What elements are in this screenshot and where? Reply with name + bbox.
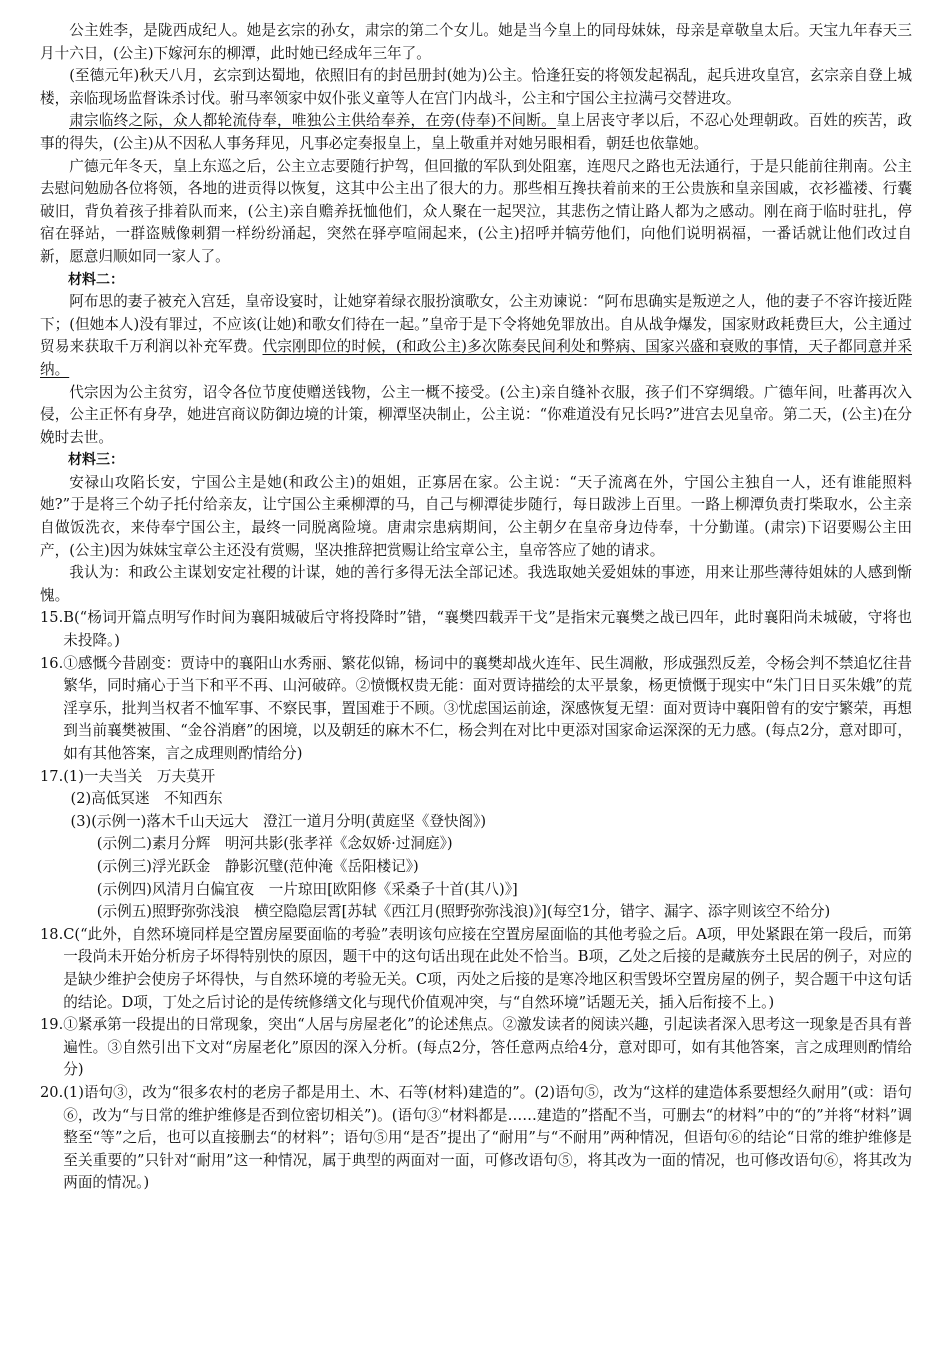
answer-20 (40, 1082, 912, 1195)
answer-text: ①感慨今昔剧变：贾诗中的襄阳山水秀丽、繁花似锦，杨词中的襄樊却战火连年、民生凋敝，形成强烈反差，令杨会判不禁追忆往昔繁华，同时痛心于当下和平不再、山河破碎。②愤慨权贵无能：面对贾诗描绘的太平景象，杨更愤慨于现实中“朱门日日买朱娥”的荒淫享乐，批判当权者不恤军事、不察民事，置国难于不顾。③忧虑国运前途，深感恢复无望：面对贾诗中襄阳曾有的安宁繁荣，再想到当前襄樊被围、“金谷消磨”的困境，以及朝廷的麻木不仁，杨会判在对比中更添对国家命运深深的无力感。(每点2分，意对即可，如有其他答案，言之成理则酌情给分) (63, 654, 912, 762)
question-number: 15. (40, 609, 64, 627)
material2-paragraph-2: 代宗因为公主贫穷，诏令各位节度使赠送钱物，公主一概不接受。(公主)亲自缝补衣服，孩子们不穿绸缎。广德年间，吐蕃再次入侵，公主正怀有身孕，她进宫商议防御边境的计策，柳潭坚决制止，公主说：“你难道没有兄长吗?”进宫去见皇帝。第二天，(公主)在分娩时去世。 (40, 383, 912, 446)
answer-text: B(“杨词开篇点明写作时间为襄阳城破后守将投降时”错，“襄樊四载弄干戈”是指宋元襄樊之战已四年，此时襄阳尚未城破，守将也未投降。) (63, 609, 912, 650)
answer-19 (40, 1014, 912, 1082)
material3-paragraph-1: 安禄山攻陷长安，宁国公主是她(和政公主)的姐姐，正寡居在家。公主说：“天子流离在外，宁国公主独自一人，还有谁能照料她?”于是将三个幼子托付给亲友，让宁国公主乘柳潭的马，自己与柳潭徒步随行，每日跋涉上百里。一路上柳潭负责打柴取水，公主亲自做饭洗衣，来侍奉宁国公主，最终一同脱离险境。唐肃宗患病期间，公主朝夕在皇帝身边侍奉，十分勤谨。(肃宗)下诏要赐公主田产，(公主)因为妹妹宝章公主还没有赏赐，坚决推辞把赏赐让给宝章公主，皇帝答应了她的请求。 (40, 473, 912, 559)
answer-line: (示例四)风清月白偏宜夜 一片琼田[欧阳修《采桑子十首(其八)》] (96, 880, 518, 898)
material1-paragraph-3 (40, 110, 912, 155)
answer-16 (40, 653, 912, 766)
material2-paragraph-1 (40, 291, 912, 381)
answer-key-page (40, 20, 912, 1350)
paragraph-text: 阿布思的妻子被充入宫廷，皇帝设宴时，让她穿着绿衣服扮演歌女，公主劝谏说：“阿布思确实是叛逆之人，他的妻子不容许接近陛下；(但她本人)没有罪过，不应该(让她)和歌女们待在一起。”皇帝于是下令将她免罪放出。自从战争爆发，国家财政耗费巨大，公主通过贸易来获取千万利润以补充军费。 (40, 293, 912, 356)
underlined-sentence: 肃宗临终之际，众人都轮流侍奉，唯独公主供给奉养，在旁(侍奉)不间断。 (69, 112, 557, 130)
material1-paragraph-4: 广德元年冬天，皇上东巡之后，公主立志要随行护驾，但回撤的军队到处阻塞，连咫尺之路也无法通行，于是只能前往荆南。公主去慰问勉励各位将领，各地的进贡得以恢复，这其中公主出了很大的力。那些相互搀扶着前来的王公贵族和皇亲国戚，衣衫褴褛、行囊破旧，背负着孩子排着队而来，(公主)亲自赡养抚恤他们，众人聚在一起哭泣，其悲伤之情让路人都为之感动。刚在商于临时驻扎，停宿在驿站，一群盗贼像刺猬一样纷纷涌起，突然在驿亭喧闹起来，(公主)招呼并犒劳他们，向他们说明祸福，一番话就让他们改过自新，愿意归顺如同一家人了。 (40, 157, 912, 265)
material1-paragraph-1: 公主姓李，是陇西成纪人。她是玄宗的孙女，肃宗的第二个女儿。她是当今皇上的同母妹妹，母亲是章敬皇太后。天宝九年春天三月十六日，(公主)下嫁河东的柳潭，此时她已经成年三年了。 (40, 22, 912, 62)
question-number: 19. (40, 1016, 64, 1034)
answer-line: (2)高低冥迷 不知西东 (70, 790, 223, 808)
answer-15 (40, 607, 912, 652)
material3-heading: 材料三： (68, 452, 124, 469)
underlined-sentence: 代宗刚即位的时候，(和政公主)多次陈奏民间利处和弊病、国家兴盛和衰败的事情，天子都同意并采纳。 (40, 338, 912, 378)
question-number: 16. (40, 654, 64, 672)
answer-line: (示例五)照野弥弥浅浪 横空隐隐层霄[苏轼《西江月(照野弥弥浅浪)》](每空1分，错字、漏字、添字则该空不给分) (96, 903, 831, 921)
answer-lines (63, 766, 912, 924)
answer-text: C(“此外，自然环境同样是空置房屋要面临的考验”表明该句应接在空置房屋面临的其他考验之后。A项，甲处紧跟在第一段后，而第一段尚未开始分析房子坏得特别快的原因，题干中的这句话出现在此处不恰当。B项，乙处之后接的是藏族夯土民居的例子，对应的是缺少维护会使房子坏得快，与自然环境的考验无关。C项，丙处之后接的是寒冷地区积雪毁坏空置房屋的例子，契合题干中这句话的结论。D项，丁处之后讨论的是传统修缮文化与现代价值观冲突，与“自然环境”话题无关，插入后衔接不上。) (63, 925, 912, 1011)
answer-line: (示例二)素月分辉 明河共影(张孝祥《念奴娇·过洞庭》) (96, 835, 453, 853)
question-number: 17. (40, 767, 64, 785)
answer-17 (40, 766, 912, 924)
question-number: 18. (40, 925, 64, 943)
material2-heading: 材料二： (68, 271, 124, 288)
answer-text: ①紧承第一段提出的日常现象，突出“人居与房屋老化”的论述焦点。②激发读者的阅读兴趣，引起读者深入思考这一现象是否具有普遍性。③自然引出下文对“房屋老化”原因的深入分析。(每点2分，答任意两点给4分，意对即可，如有其他答案，言之成理则酌情给分) (63, 1016, 912, 1079)
question-number: 20. (40, 1083, 64, 1101)
material3-paragraph-2: 我认为：和政公主谋划安定社稷的计谋，她的善行多得无法全部记述。我选取她关爱姐妹的事迹，用来让那些薄待姐妹的人感到惭愧。 (40, 564, 912, 604)
answer-text: (1)语句③，改为“很多农村的老房子都是用土、木、石等(材料)建造的”。(2)语句⑤，改为“这样的建造体系要想经久耐用”(或：语句⑥，改为“与日常的维护维修是否到位密切相关”)。(语句③“材料都是……建造的”搭配不当，可删去“的材料”中的“的”并将“材料”调整至“等”之后，也可以直接删去“的材料”；语句⑤用“是否”提出了“耐用”与“不耐用”两种情况，但语句⑥的结论“日常的维护维修是至关重要的”只针对“耐用”这一种情况，属于典型的两面对一面，可修改语句⑤，将其改为一面的情况，也可修改语句⑥，将其改为两面的情况。) (63, 1083, 912, 1192)
answer-18 (40, 924, 912, 1014)
answer-line: (1)一夫当关 万夫莫开 (63, 767, 216, 785)
answer-line: (示例三)浮光跃金 静影沉璧(范仲淹《岳阳楼记》) (96, 857, 419, 875)
paragraph-text: 皇上居丧守孝以后，不忍心处理朝政。百姓的疾苦，政事的得失，(公主)从不因私人事务拜见，凡事必定奏报皇上，皇上敬重并对她另眼相看，朝廷也依靠她。 (40, 112, 912, 152)
answer-line: (3)(示例一)落木千山天远大 澄江一道月分明(黄庭坚《登快阁》) (70, 812, 487, 830)
material1-paragraph-2: (至德元年)秋天八月，玄宗到达蜀地，依照旧有的封邑册封(她为)公主。恰逢狂妄的将领发起祸乱，起兵进攻皇宫，玄宗亲自登上城楼，亲临现场监督诛杀讨伐。驸马率领家中奴仆张义童等人在宫门内战斗，公主和宁国公主拉满弓交替进攻。 (40, 67, 912, 107)
